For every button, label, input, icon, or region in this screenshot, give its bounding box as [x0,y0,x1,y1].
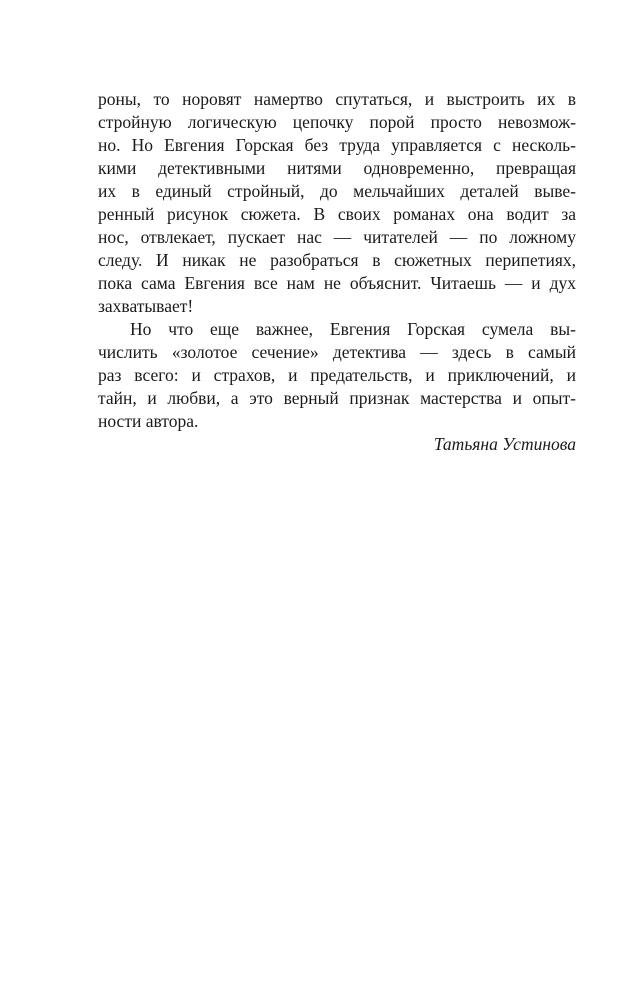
author-signature: Татьяна Устинова [433,434,576,454]
text-line: Но что еще важнее, Евгения Горская сумела вы- [130,319,576,339]
text-block [98,88,576,456]
text-line: роны, то норовят намертво спутаться, и выстроить их в [98,89,576,109]
text-line: следу. И никак не разобраться в сюжетных перипетиях, [98,250,576,270]
text-line: захватывает! [98,296,194,316]
text-line: раз всего: и страхов, и предательств, и приключений, и [98,365,576,385]
paragraph-2 [98,318,576,433]
text-line: стройную логическую цепочку порой просто невозмож- [98,112,576,132]
paragraph-1 [98,88,576,318]
text-line: ности автора. [98,411,199,431]
text-line: ренный рисунок сюжета. В своих романах она водит за [98,204,576,224]
text-line: пока сама Евгения все нам не объяснит. Читаешь — и дух [98,273,576,293]
text-line: тайн, и любви, а это верный признак мастерства и опыт- [98,388,576,408]
text-line: нос, отвлекает, пускает нас — читателей — по ложному [98,227,576,247]
text-line: числить «золотое сечение» детектива — здесь в самый [98,342,576,362]
text-line: их в единый стройный, до мельчайших деталей выве- [98,181,576,201]
text-line: но. Но Евгения Горская без труда управляется с несколь- [98,135,576,155]
text-line: кими детективными нитями одновременно, превращая [98,158,576,178]
